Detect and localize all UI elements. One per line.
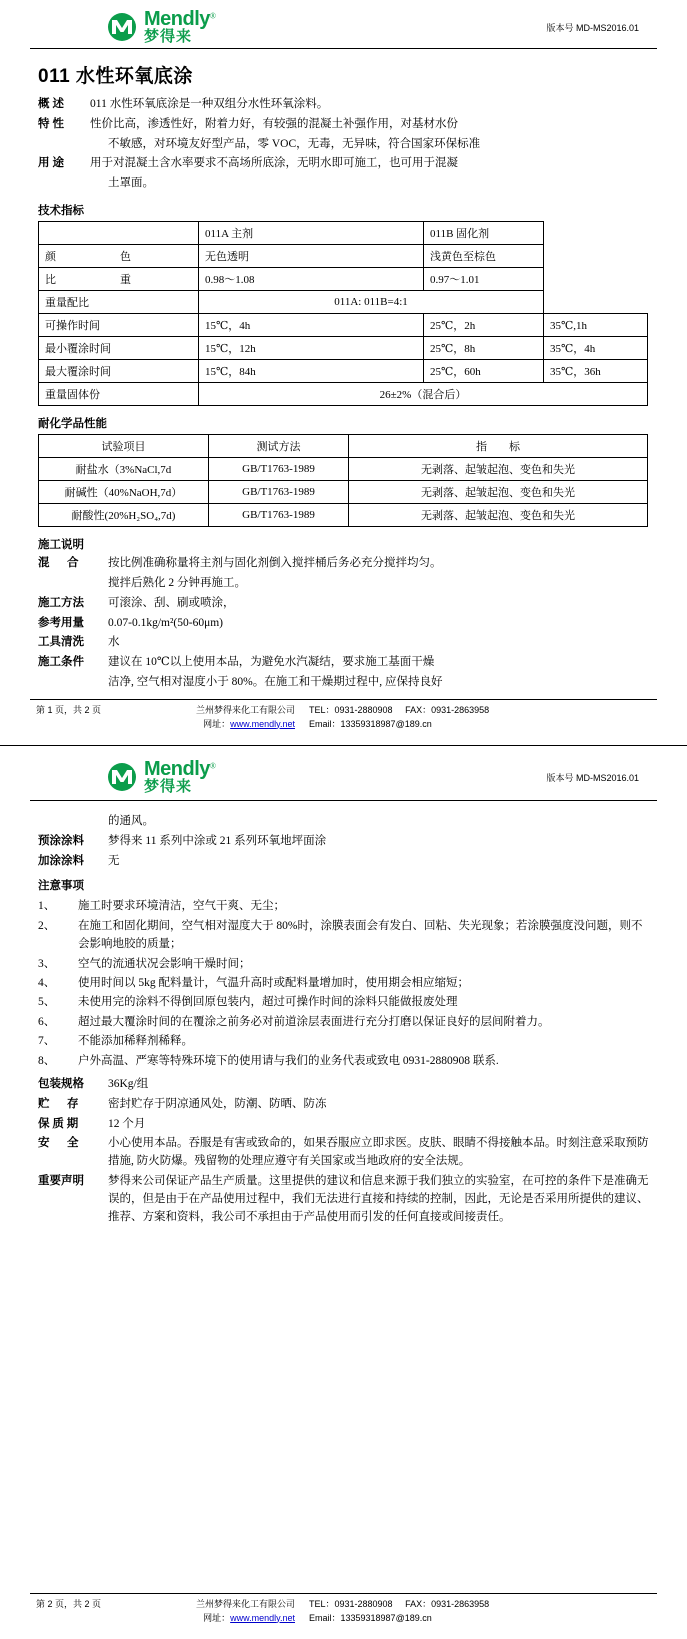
method-label: 施工方法 <box>38 596 84 609</box>
cleaning-row <box>30 634 657 652</box>
document-page-2 <box>0 746 687 1639</box>
mixing-row <box>30 555 657 573</box>
brand-wordmark-2 <box>144 759 216 795</box>
brand-name-en: Mendly <box>144 758 210 780</box>
mixing-row-2 <box>30 575 657 593</box>
spec-density-b: 0.97～1.01 <box>424 268 544 291</box>
usage-row-2 <box>30 175 657 193</box>
storage-row <box>30 1096 657 1114</box>
resist-item-alkali: 耐碱性（40%NaOH,7d） <box>39 481 209 504</box>
website-label-2: 网址： <box>203 1612 231 1623</box>
table-row <box>39 314 648 337</box>
note-number: 6、 <box>38 1015 56 1028</box>
spec-header-blank <box>39 222 199 245</box>
page-title: 011 水性环氧底涂 <box>38 66 193 87</box>
table-row <box>39 268 648 291</box>
spec-density-a: 0.98～1.08 <box>199 268 424 291</box>
shelf-life-row <box>30 1116 657 1134</box>
table-row <box>39 245 648 268</box>
website-link-2[interactable]: www.mendly.net <box>230 1612 295 1623</box>
spec-heading: 技术指标 <box>38 205 84 218</box>
conditions-row <box>30 654 657 672</box>
features-row-2 <box>30 136 657 154</box>
chemical-resistance-table <box>38 434 648 527</box>
fax-2: FAX：0931-2863958 <box>405 1599 490 1609</box>
packaging-row <box>30 1076 657 1094</box>
page-number: 第 1 页，共 2 页 <box>36 705 102 715</box>
table-row <box>39 481 648 504</box>
registered-mark-icon: ® <box>209 11 216 21</box>
website-link[interactable]: www.mendly.net <box>230 718 295 729</box>
cleaning-label: 工具清洗 <box>38 636 84 649</box>
spec-min-recoat-35: 35℃，4h <box>544 337 648 360</box>
page-footer-2 <box>30 1593 657 1625</box>
mendly-logo-icon <box>105 12 139 42</box>
website-label: 网址： <box>203 718 231 729</box>
mixing-label: 混 合 <box>38 557 82 570</box>
precoat-label: 预涂涂料 <box>38 834 84 847</box>
list-item <box>30 897 657 915</box>
spec-header-a: 011A 主剂 <box>199 222 424 245</box>
resist-header-method: 测试方法 <box>209 435 349 458</box>
method-row <box>30 595 657 613</box>
spec-color-b: 浅黄色至棕色 <box>424 245 544 268</box>
document-page-1 <box>0 0 687 745</box>
topcoat-text: 无 <box>108 854 120 867</box>
note-text: 户外高温、严寒等特殊环境下的使用请与我们的业务代表或致电 0931-2880908 联系. <box>78 1054 499 1067</box>
usage-text: 用于对混凝土含水率要求不高场所底涂，无明水即可施工，也可用于混凝 <box>90 157 458 170</box>
continuation-text: 的通风。 <box>108 815 154 827</box>
safety-row <box>30 1135 657 1171</box>
company-name-2: 兰州梦得来化工有限公司 <box>195 1599 295 1609</box>
continuation-row <box>30 813 657 831</box>
note-text: 使用时间以 5kg 配料量计，气温升高时或配料量增加时，使用期会相应缩短； <box>78 977 469 989</box>
topcoat-label: 加涂涂料 <box>38 854 84 867</box>
spec-label-color: 颜 色 <box>39 245 199 268</box>
method-text: 可滚涂、刮、刷或喷涂， <box>108 596 235 609</box>
note-number: 4、 <box>38 977 56 989</box>
disclaimer-label: 重要声明 <box>38 1175 84 1188</box>
spec-color-a: 无色透明 <box>199 245 424 268</box>
spec-label-pot-life: 可操作时间 <box>39 314 199 337</box>
spec-label-max-recoat: 最大覆涂时间 <box>39 360 199 383</box>
conditions-label-blank <box>38 674 90 692</box>
features-label: 特性 <box>38 117 67 130</box>
disclaimer-text: 梦得来公司保证产品生产质量。这里提供的建议和信息来源于我们独立的实验室，在可控的条件下是准确无误的，但是由于在产品使用过程中，我们无法进行直接和持续的控制，因此，无论是否采用所提供的建议、推荐、方案和资料，我公司不承担由于产品使用而引发的任何直接或间接责任。 <box>108 1175 649 1223</box>
features-text: 性价比高，渗透性好，附着力好，有较强的混凝土补强作用，对基材水份 <box>90 117 458 130</box>
note-text: 空气的流通状况会影响干燥时间； <box>78 957 251 970</box>
table-row <box>39 458 648 481</box>
table-row <box>39 337 648 360</box>
version-number-2: 版本号 MD-MS2016.01 <box>546 772 639 783</box>
note-text: 不能添加稀释剂稀释。 <box>78 1035 193 1048</box>
table-row <box>39 291 648 314</box>
note-number: 8、 <box>38 1054 56 1067</box>
mixing-text: 按比例准确称量将主剂与固化剂倒入搅拌桶后务必充分搅拌均匀。 <box>108 557 442 570</box>
list-item <box>30 993 657 1011</box>
usage-label: 用途 <box>38 157 67 170</box>
usage-label-blank <box>38 175 90 193</box>
brand-wordmark <box>144 9 216 45</box>
topcoat-row <box>30 853 657 871</box>
precoat-text: 梦得来 11 系列中涂或 21 系列环氧地坪面涂 <box>108 834 327 847</box>
spec-ratio-value: 011A: 011B=4:1 <box>199 291 544 314</box>
resist-index-acid: 无剥落、起皱起泡、变色和失光 <box>349 504 648 527</box>
note-number: 3、 <box>38 957 56 970</box>
resist-method-acid: GB/T1763-1989 <box>209 504 349 527</box>
packaging-text: 36Kg/组 <box>108 1077 149 1090</box>
conditions-text-2: 洁净, 空气相对湿度小于 80%。在施工和干燥期过程中, 应保持良好 <box>108 675 443 688</box>
mixing-label-blank <box>38 575 90 593</box>
brand-name-en: Mendly <box>144 8 210 30</box>
note-text: 超过最大覆涂时间的在覆涂之前务必对前道涂层表面进行充分打磨以保证良好的层间附着力。 <box>78 1015 550 1028</box>
email-2: Email：13359318987@189.cn <box>309 1612 432 1623</box>
list-item <box>30 917 657 954</box>
resist-method-alkali: GB/T1763-1989 <box>209 481 349 504</box>
company-name: 兰州梦得来化工有限公司 <box>195 705 295 715</box>
brand-name-cn: 梦得来 <box>144 29 193 45</box>
fax: FAX：0931-2863958 <box>405 705 490 715</box>
spec-label-solids: 重量固体份 <box>39 383 199 406</box>
version-number: 版本号 MD-MS2016.01 <box>546 22 639 33</box>
table-row <box>39 504 648 527</box>
resist-heading: 耐化学品性能 <box>38 418 107 431</box>
spec-label-min-recoat: 最小覆涂时间 <box>39 337 199 360</box>
page-number-2: 第 2 页，共 2 页 <box>36 1599 102 1609</box>
overview-text: 011 水性环氧底涂是一种双组分水性环氧涂料。 <box>90 98 329 110</box>
list-item <box>30 974 657 992</box>
shelf-life-text: 12 个月 <box>108 1117 146 1130</box>
usage-text-2: 土罩面。 <box>108 177 154 190</box>
spec-label-density: 比 重 <box>39 268 199 291</box>
spec-pot-life-25: 25℃，2h <box>424 314 544 337</box>
conditions-text: 建议在 10℃以上使用本品，为避免水汽凝结，要求施工基面干燥 <box>108 656 435 669</box>
brand-name-cn: 梦得来 <box>144 779 193 795</box>
features-row <box>30 116 657 134</box>
note-text: 施工时要求环境清洁，空气干爽、无尘； <box>78 900 285 913</box>
packaging-label: 包装规格 <box>38 1077 84 1090</box>
coverage-label: 参考用量 <box>38 616 84 629</box>
telephone-2: TEL：0931-2880908 <box>309 1599 393 1609</box>
footer-divider <box>30 699 657 700</box>
page-header-2 <box>30 746 657 798</box>
registered-mark-icon: ® <box>209 761 216 771</box>
storage-label: 贮 存 <box>38 1097 82 1110</box>
table-row <box>39 360 648 383</box>
resist-header-index: 指 标 <box>349 435 648 458</box>
cleaning-text: 水 <box>108 636 120 649</box>
header-divider <box>30 48 657 49</box>
features-label-blank <box>38 136 90 154</box>
table-row <box>39 435 648 458</box>
shelf-life-label: 保 质 期 <box>38 1117 79 1130</box>
spec-min-recoat-15: 15℃，12h <box>199 337 424 360</box>
note-number: 5、 <box>38 996 56 1009</box>
spec-max-recoat-15: 15℃，84h <box>199 360 424 383</box>
list-item <box>30 1013 657 1031</box>
notes-heading: 注意事项 <box>38 880 84 893</box>
page-footer-1 <box>30 699 657 731</box>
telephone: TEL：0931-2880908 <box>309 705 393 715</box>
list-item <box>30 1052 657 1070</box>
disclaimer-row <box>30 1173 657 1226</box>
spec-label-ratio: 重量配比 <box>39 291 199 314</box>
coverage-text: 0.07-0.1kg/m²(50-60μm) <box>108 616 224 629</box>
spec-pot-life-35: 35℃,1h <box>544 314 648 337</box>
precoat-row <box>30 833 657 851</box>
note-text: 未使用完的涂料不得倒回原包装内，超过可操作时间的涂料只能做报废处理 <box>78 996 458 1009</box>
mixing-text-2: 搅拌后熟化 2 分钟再施工。 <box>108 576 246 589</box>
application-heading: 施工说明 <box>38 539 84 552</box>
brand-logo-2 <box>105 759 216 795</box>
spec-solids-value: 26±2%（混合后） <box>199 383 648 406</box>
table-row <box>39 222 648 245</box>
usage-row <box>30 155 657 173</box>
spec-header-b: 011B 固化剂 <box>424 222 544 245</box>
email: Email：13359318987@189.cn <box>309 718 432 729</box>
spec-min-recoat-25: 25℃，8h <box>424 337 544 360</box>
overview-label: 概述 <box>38 98 67 110</box>
brand-logo <box>105 9 216 45</box>
features-text-2: 不敏感，对环境友好型产品，零 VOC，无毒，无异味，符合国家环保标准 <box>108 137 481 150</box>
note-number: 1、 <box>38 900 56 913</box>
table-row <box>39 383 648 406</box>
list-item <box>30 955 657 973</box>
mendly-logo-icon <box>105 762 139 792</box>
safety-text: 小心使用本品。吞服是有害或致命的，如果吞服应立即求医。皮肤、眼睛不得接触本品。时刻注意采取预防措施, 防火防爆。残留物的处理应遵守有关国家或当地政府的安全法规。 <box>108 1137 649 1168</box>
header-divider-2 <box>30 800 657 801</box>
spec-max-recoat-35: 35℃，36h <box>544 360 648 383</box>
note-number: 2、 <box>38 919 56 932</box>
page-header <box>30 0 657 46</box>
resist-method-salt: GB/T1763-1989 <box>209 458 349 481</box>
spec-table <box>38 221 648 406</box>
storage-text: 密封贮存于阴凉通风处，防潮、防晒、防冻 <box>108 1097 327 1110</box>
resist-index-alkali: 无剥落、起皱起泡、变色和失光 <box>349 481 648 504</box>
safety-label: 安 全 <box>38 1137 82 1150</box>
coverage-row <box>30 615 657 633</box>
conditions-label: 施工条件 <box>38 656 84 669</box>
spec-max-recoat-25: 25℃，60h <box>424 360 544 383</box>
spec-pot-life-15: 15℃，4h <box>199 314 424 337</box>
note-text: 在施工和固化期间，空气相对湿度大于 80%时，涂膜表面会有发白、回粘、失光现象；若涂膜强度没问题，则不会影响地胶的质量； <box>78 919 643 951</box>
note-number: 7、 <box>38 1035 56 1048</box>
resist-item-acid: 耐酸性(20%H₂SO₄,7d) <box>39 504 209 527</box>
resist-item-salt: 耐盐水（3%NaCl,7d <box>39 458 209 481</box>
conditions-row-2 <box>30 674 657 692</box>
resist-index-salt: 无剥落、起皱起泡、变色和失光 <box>349 458 648 481</box>
resist-header-item: 试验项目 <box>39 435 209 458</box>
list-item <box>30 1032 657 1050</box>
footer-divider-2 <box>30 1593 657 1594</box>
overview-row <box>30 96 657 114</box>
